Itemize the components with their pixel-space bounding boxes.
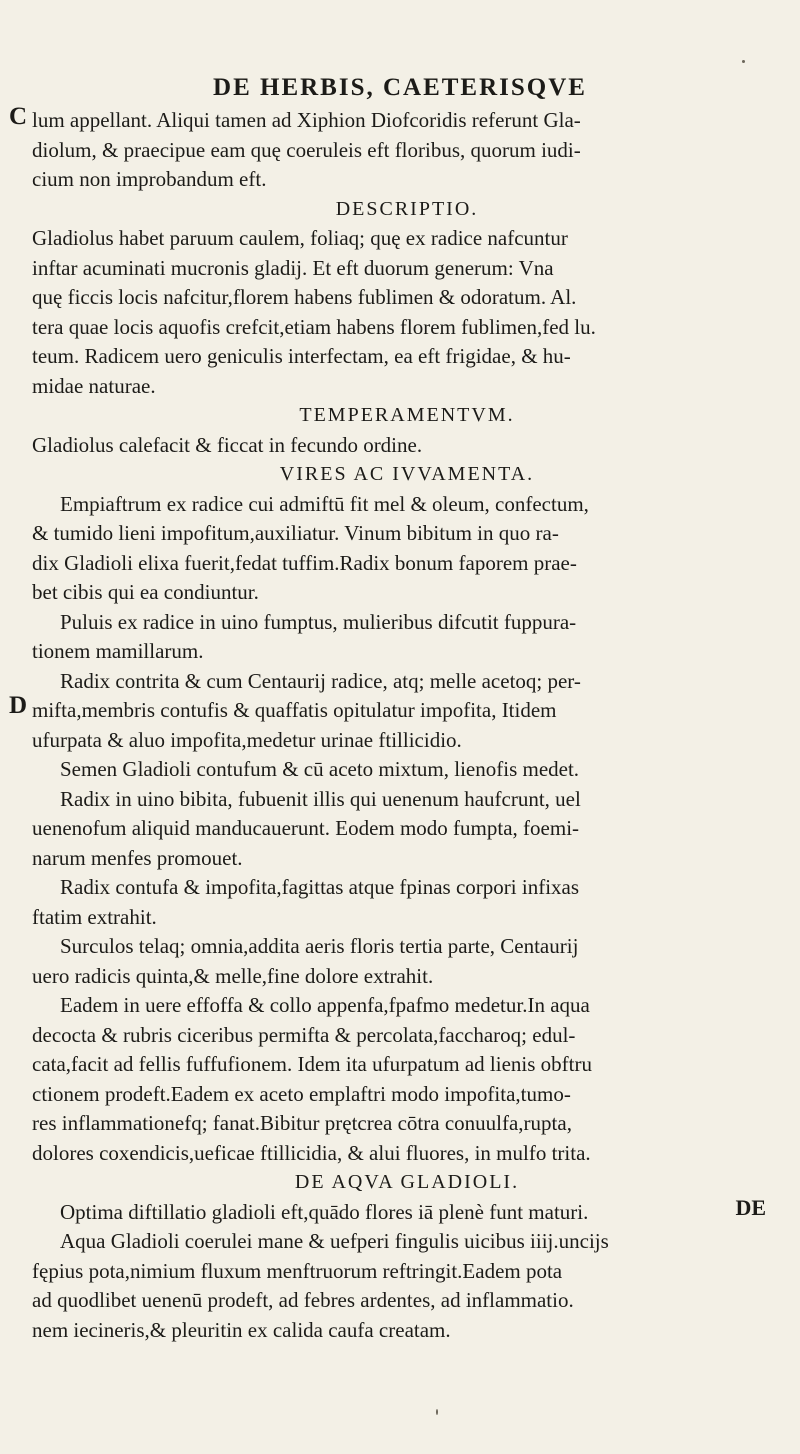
text-line: teum. Radicem uero geniculis interfectam, ea eft frigidae, & hu-: [32, 344, 571, 368]
text-line: Radix in uino bibita, fubuenit illis qui uenenum haufcrunt, uel: [60, 786, 581, 811]
text-line: Radix contrita & cum Centaurij radice, atq; melle acetoq; per-: [60, 668, 581, 693]
text-line: uero radicis quinta,& melle,fine dolore extrahit.: [32, 963, 434, 988]
text-line: ad quodlibet uenenū prodeft, ad febres ardentes, ad inflammatio.: [32, 1288, 574, 1312]
text-line: diolum, & praecipue eam quę coeruleis eft floribus, quorum iudi-: [32, 137, 581, 162]
text-line: Surculos telaq; omnia,addita aeris floris tertia parte, Centaurij: [60, 934, 579, 958]
text-line: Gladiolus calefacit & ficcat in fecundo ordine.: [32, 432, 423, 457]
margin-letter-c: C: [9, 103, 28, 130]
section-heading-vires: VIRES AC IVVAMENTA.: [279, 463, 535, 485]
text-line: quę ficcis locis nafcitur,florem habens fublimen & odoratum. Al.: [32, 285, 577, 309]
text-line: cium non improbandum eft.: [32, 167, 267, 191]
text-block: [32, 106, 782, 1345]
section-heading-de-aqua: DE AQVA GLADIOLI.: [294, 1171, 520, 1193]
text-line: ftatim extrahit.: [32, 904, 157, 929]
text-line: dolores coxendicis,ueficae ftillicidia, & alui fluores, in mulfo trita.: [32, 1140, 591, 1165]
text-line: tionem mamillarum.: [32, 639, 204, 663]
text-line: & tumido lieni impofitum,auxiliatur. Vinum bibitum in quo ra-: [32, 521, 559, 545]
text-line: cata,facit ad fellis fuffufionem. Idem ita ufurpatum ad lienis obftru: [32, 1052, 592, 1076]
text-line: uenenofum aliquid manducauerunt. Eodem modo fumpta, foemi-: [32, 816, 580, 840]
text-line: bet cibis qui ea condiuntur.: [32, 580, 259, 604]
text-line: decocta & rubris ciceribus permifta & percolata,faccharoq; edul-: [32, 1022, 576, 1047]
paper-speck: [742, 60, 745, 63]
text-line: Eadem in uere effoffa & collo appenfa,fpafmo medetur.In aqua: [60, 993, 590, 1017]
text-line: lum appellant. Aliqui tamen ad Xiphion Diofcoridis referunt Gla-: [32, 108, 581, 132]
text-line: Semen Gladioli contufum & cū aceto mixtum, lienofis medet.: [60, 757, 580, 781]
text-line: inftar acuminati mucronis gladij. Et eft duorum generum: Vna: [32, 255, 554, 280]
running-head: DE HERBIS, CAETERISQVE: [213, 74, 587, 101]
text-line: Puluis ex radice in uino fumptus, mulieribus difcutit fuppura-: [60, 609, 577, 634]
text-line: narum menfes promouet.: [32, 845, 243, 870]
section-heading-temperamentum: TEMPERAMENTVM.: [299, 404, 515, 426]
section-heading-descriptio: DESCRIPTIO.: [335, 197, 479, 220]
text-line: tera quae locis aquofis crefcit,etiam habens florem fublimen,fed lu.: [32, 314, 596, 339]
paper-speck: [436, 1409, 438, 1415]
text-line: res inflammationefq; fanat.Bibitur prętcrea cōtra conuulfa,rupta,: [32, 1111, 572, 1135]
text-line: Empiaftrum ex radice cui admiftū fit mel & oleum, confectum,: [60, 491, 589, 516]
text-line: Optima diftillatio gladioli eft,quādo flores iā plenè funt maturi.: [60, 1199, 589, 1224]
text-line: fępius pota,nimium fluxum menftruorum reftringit.Eadem pota: [32, 1258, 563, 1283]
text-line: ufurpata & aluo impofita,medetur urinae ftillicidio.: [32, 727, 462, 752]
catchword: DE: [735, 1195, 766, 1220]
text-line: dix Gladioli elixa fuerit,fedat tuffim.Radix bonum faporem prae-: [32, 550, 577, 575]
text-line: midae naturae.: [32, 373, 156, 398]
text-line: Aqua Gladioli coerulei mane & uefperi fingulis uicibus iiij.uncijs: [60, 1229, 609, 1253]
text-line: Radix contufa & impofita,fagittas atque fpinas corpori infixas: [60, 875, 580, 899]
text-line: nem iecineris,& pleuritin ex calida caufa creatam.: [32, 1317, 451, 1342]
text-line: ctionem prodeft.Eadem ex aceto emplaftri modo impofita,tumo-: [32, 1081, 571, 1106]
margin-letter-d: D: [9, 692, 28, 719]
text-line: mifta,membris contufis & quaffatis opitulatur impofita, Itidem: [32, 698, 557, 722]
text-line: Gladiolus habet paruum caulem, foliaq; quę ex radice nafcuntur: [32, 226, 568, 250]
